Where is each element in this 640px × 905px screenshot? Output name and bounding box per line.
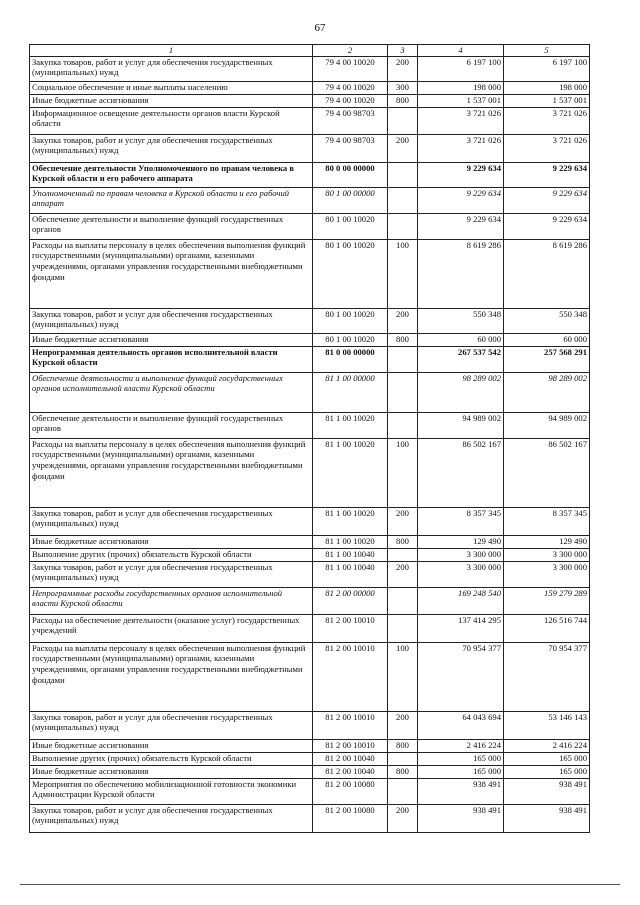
row-amount-1-cell: 3 300 000 <box>418 561 504 587</box>
row-vr-cell <box>388 372 418 412</box>
row-name-cell: Выполнение других (прочих) обязательств Курской области <box>30 752 313 765</box>
table-row <box>30 333 590 346</box>
row-code-cell: 80 1 00 10020 <box>313 333 388 346</box>
row-amount-1-cell: 60 000 <box>418 333 504 346</box>
row-code-cell: 81 2 00 10010 <box>313 642 388 711</box>
table-row <box>30 739 590 752</box>
table-row <box>30 752 590 765</box>
row-name-cell: Закупка товаров, работ и услуг для обеспечения государственных (муниципальных) нужд <box>30 711 313 739</box>
row-name-cell: Иные бюджетные ассигнования <box>30 333 313 346</box>
row-amount-2-cell: 1 537 001 <box>504 94 590 107</box>
row-amount-2-cell: 159 279 289 <box>504 587 590 614</box>
row-amount-2-cell: 3 721 026 <box>504 107 590 134</box>
table-row <box>30 308 590 333</box>
row-name-cell: Иные бюджетные ассигнования <box>30 765 313 778</box>
row-amount-2-cell: 53 146 143 <box>504 711 590 739</box>
row-amount-2-cell: 9 229 634 <box>504 187 590 213</box>
row-amount-1-cell: 8 619 286 <box>418 239 504 308</box>
row-vr-cell: 200 <box>388 711 418 739</box>
row-name-cell: Закупка товаров, работ и услуг для обеспечения государственных (муниципальных) нужд <box>30 561 313 587</box>
row-vr-cell: 800 <box>388 739 418 752</box>
row-vr-cell <box>388 107 418 134</box>
row-code-cell: 79 4 00 98703 <box>313 107 388 134</box>
row-amount-1-cell: 550 348 <box>418 308 504 333</box>
table-row <box>30 134 590 162</box>
page-number: 67 <box>314 22 326 34</box>
row-code-cell: 81 2 00 10040 <box>313 752 388 765</box>
table-row <box>30 587 590 614</box>
row-code-cell: 81 1 00 10020 <box>313 507 388 535</box>
row-name-cell: Закупка товаров, работ и услуг для обеспечения государственных (муниципальных) нужд <box>30 308 313 333</box>
row-name-cell: Закупка товаров, работ и услуг для обеспечения государственных (муниципальных) нужд <box>30 507 313 535</box>
row-amount-2-cell: 70 954 377 <box>504 642 590 711</box>
row-amount-2-cell: 165 000 <box>504 752 590 765</box>
row-vr-cell: 200 <box>388 804 418 832</box>
table-row <box>30 412 590 438</box>
row-name-cell: Непрограммные расходы государственных органов исполнительной власти Курской области <box>30 587 313 614</box>
row-vr-cell <box>388 162 418 187</box>
row-amount-1-cell: 3 721 026 <box>418 107 504 134</box>
table-row <box>30 187 590 213</box>
row-amount-2-cell: 198 000 <box>504 81 590 94</box>
row-amount-2-cell: 94 989 002 <box>504 412 590 438</box>
row-name-cell: Расходы на выплаты персоналу в целях обеспечения выполнения функций государственными (муниципальными) органами, казенными учреждениями, органами управления государственными внебюджетными фондами <box>30 642 313 711</box>
row-vr-cell <box>388 587 418 614</box>
row-amount-2-cell: 129 490 <box>504 535 590 548</box>
row-code-cell: 81 1 00 10020 <box>313 438 388 507</box>
row-name-cell: Обеспечение деятельности и выполнение функций государственных органов <box>30 213 313 239</box>
row-amount-1-cell: 3 300 000 <box>418 548 504 561</box>
table-row <box>30 213 590 239</box>
row-amount-1-cell: 98 289 002 <box>418 372 504 412</box>
row-code-cell: 79 4 00 98703 <box>313 134 388 162</box>
row-amount-2-cell: 2 416 224 <box>504 739 590 752</box>
row-amount-1-cell: 8 357 345 <box>418 507 504 535</box>
row-code-cell: 81 2 00 10080 <box>313 778 388 804</box>
header-cell-amount-2: 5 <box>504 45 590 57</box>
table-row <box>30 804 590 832</box>
row-amount-2-cell: 8 619 286 <box>504 239 590 308</box>
row-vr-cell <box>388 752 418 765</box>
bottom-rule <box>20 884 620 885</box>
header-cell-vr: 3 <box>388 45 418 57</box>
row-vr-cell: 200 <box>388 561 418 587</box>
row-name-cell: Социальное обеспечение и иные выплаты населению <box>30 81 313 94</box>
row-amount-2-cell: 8 357 345 <box>504 507 590 535</box>
row-vr-cell <box>388 346 418 372</box>
row-amount-1-cell: 64 043 694 <box>418 711 504 739</box>
row-code-cell: 81 2 00 00000 <box>313 587 388 614</box>
table-row <box>30 162 590 187</box>
table-row <box>30 372 590 412</box>
table-row <box>30 642 590 711</box>
row-name-cell: Иные бюджетные ассигнования <box>30 739 313 752</box>
row-code-cell: 81 2 00 10010 <box>313 614 388 642</box>
table-row <box>30 94 590 107</box>
table-row <box>30 56 590 81</box>
row-name-cell: Мероприятия по обеспечению мобилизационной готовности экономики Администрации Курской области <box>30 778 313 804</box>
row-amount-2-cell: 938 491 <box>504 804 590 832</box>
row-name-cell: Иные бюджетные ассигнования <box>30 94 313 107</box>
row-vr-cell: 200 <box>388 134 418 162</box>
row-vr-cell <box>388 614 418 642</box>
row-vr-cell: 300 <box>388 81 418 94</box>
table-header-row <box>30 45 590 57</box>
table-row <box>30 711 590 739</box>
row-amount-1-cell: 198 000 <box>418 81 504 94</box>
row-amount-2-cell: 257 568 291 <box>504 346 590 372</box>
row-code-cell: 81 2 00 10040 <box>313 765 388 778</box>
row-amount-1-cell: 129 490 <box>418 535 504 548</box>
row-amount-1-cell: 9 229 634 <box>418 213 504 239</box>
row-code-cell: 81 2 00 10080 <box>313 804 388 832</box>
row-amount-1-cell: 938 491 <box>418 778 504 804</box>
row-amount-1-cell: 70 954 377 <box>418 642 504 711</box>
row-vr-cell <box>388 778 418 804</box>
row-name-cell: Закупка товаров, работ и услуг для обеспечения государственных (муниципальных) нужд <box>30 804 313 832</box>
row-vr-cell <box>388 187 418 213</box>
row-code-cell: 79 4 00 10020 <box>313 56 388 81</box>
row-code-cell: 81 1 00 00000 <box>313 372 388 412</box>
row-vr-cell: 800 <box>388 535 418 548</box>
row-vr-cell: 800 <box>388 94 418 107</box>
row-name-cell: Расходы на обеспечение деятельности (оказание услуг) государственных учреждений <box>30 614 313 642</box>
row-code-cell: 80 0 00 00000 <box>313 162 388 187</box>
row-vr-cell <box>388 548 418 561</box>
row-name-cell: Закупка товаров, работ и услуг для обеспечения государственных (муниципальных) нужд <box>30 134 313 162</box>
row-amount-2-cell: 6 197 100 <box>504 56 590 81</box>
row-vr-cell: 200 <box>388 507 418 535</box>
row-name-cell: Закупка товаров, работ и услуг для обеспечения государственных (муниципальных) нужд <box>30 56 313 81</box>
table-row <box>30 614 590 642</box>
table-row <box>30 438 590 507</box>
row-amount-2-cell: 9 229 634 <box>504 213 590 239</box>
row-amount-2-cell: 126 516 744 <box>504 614 590 642</box>
row-amount-2-cell: 98 289 002 <box>504 372 590 412</box>
row-vr-cell <box>388 213 418 239</box>
table-row <box>30 346 590 372</box>
row-amount-1-cell: 9 229 634 <box>418 162 504 187</box>
row-name-cell: Расходы на выплаты персоналу в целях обеспечения выполнения функций государственными (муниципальными) органами, казенными учреждениями, органами управления государственными внебюджетными фондами <box>30 239 313 308</box>
row-amount-2-cell: 3 300 000 <box>504 548 590 561</box>
row-code-cell: 81 2 00 10010 <box>313 739 388 752</box>
row-amount-1-cell: 2 416 224 <box>418 739 504 752</box>
row-amount-1-cell: 3 721 026 <box>418 134 504 162</box>
row-name-cell: Расходы на выплаты персоналу в целях обеспечения выполнения функций государственными (муниципальными) органами, казенными учреждениями, органами управления государственными внебюджетными фондами <box>30 438 313 507</box>
row-code-cell: 80 1 00 00000 <box>313 187 388 213</box>
row-amount-2-cell: 938 491 <box>504 778 590 804</box>
row-vr-cell: 200 <box>388 56 418 81</box>
row-amount-2-cell: 3 300 000 <box>504 561 590 587</box>
row-name-cell: Уполномоченный по правам человека в Курской области и его рабочий аппарат <box>30 187 313 213</box>
row-amount-2-cell: 3 721 026 <box>504 134 590 162</box>
row-name-cell: Выполнение других (прочих) обязательств Курской области <box>30 548 313 561</box>
row-amount-2-cell: 550 348 <box>504 308 590 333</box>
row-amount-1-cell: 165 000 <box>418 765 504 778</box>
header-cell-name: 1 <box>30 45 313 57</box>
row-name-cell: Обеспечение деятельности и выполнение функций государственных органов исполнительной власти Курской области <box>30 372 313 412</box>
row-code-cell: 81 0 00 00000 <box>313 346 388 372</box>
table-row <box>30 535 590 548</box>
table-row <box>30 81 590 94</box>
table-row <box>30 778 590 804</box>
row-amount-1-cell: 169 248 540 <box>418 587 504 614</box>
row-vr-cell: 800 <box>388 333 418 346</box>
row-code-cell: 81 2 00 10010 <box>313 711 388 739</box>
row-name-cell: Непрограммная деятельность органов исполнительной власти Курской области <box>30 346 313 372</box>
row-code-cell: 81 1 00 10040 <box>313 548 388 561</box>
row-amount-1-cell: 6 197 100 <box>418 56 504 81</box>
row-vr-cell: 100 <box>388 239 418 308</box>
header-cell-amount-1: 4 <box>418 45 504 57</box>
table-row <box>30 107 590 134</box>
row-name-cell: Информационное освещение деятельности органов власти Курской области <box>30 107 313 134</box>
header-cell-code: 2 <box>313 45 388 57</box>
row-code-cell: 81 1 00 10040 <box>313 561 388 587</box>
row-amount-2-cell: 9 229 634 <box>504 162 590 187</box>
row-vr-cell: 100 <box>388 438 418 507</box>
row-amount-1-cell: 9 229 634 <box>418 187 504 213</box>
budget-table <box>29 44 590 833</box>
row-code-cell: 79 4 00 10020 <box>313 94 388 107</box>
row-name-cell: Обеспечение деятельности и выполнение функций государственных органов <box>30 412 313 438</box>
table-row <box>30 548 590 561</box>
row-code-cell: 80 1 00 10020 <box>313 239 388 308</box>
row-amount-1-cell: 1 537 001 <box>418 94 504 107</box>
row-name-cell: Обеспечение деятельности Уполномоченного по правам человека в Курской области и его рабочего аппарата <box>30 162 313 187</box>
table-row <box>30 765 590 778</box>
row-amount-2-cell: 86 502 167 <box>504 438 590 507</box>
row-vr-cell: 100 <box>388 642 418 711</box>
table-body <box>30 45 590 833</box>
row-amount-1-cell: 94 989 002 <box>418 412 504 438</box>
table-row <box>30 507 590 535</box>
row-amount-2-cell: 60 000 <box>504 333 590 346</box>
row-code-cell: 81 1 00 10020 <box>313 535 388 548</box>
row-amount-1-cell: 165 000 <box>418 752 504 765</box>
row-amount-1-cell: 938 491 <box>418 804 504 832</box>
row-amount-1-cell: 86 502 167 <box>418 438 504 507</box>
row-code-cell: 80 1 00 10020 <box>313 308 388 333</box>
row-code-cell: 80 1 00 10020 <box>313 213 388 239</box>
table-row <box>30 239 590 308</box>
row-amount-2-cell: 165 000 <box>504 765 590 778</box>
row-name-cell: Иные бюджетные ассигнования <box>30 535 313 548</box>
row-amount-1-cell: 137 414 295 <box>418 614 504 642</box>
row-code-cell: 81 1 00 10020 <box>313 412 388 438</box>
row-amount-1-cell: 267 537 542 <box>418 346 504 372</box>
row-code-cell: 79 4 00 10020 <box>313 81 388 94</box>
row-vr-cell <box>388 412 418 438</box>
table-row <box>30 561 590 587</box>
row-vr-cell: 200 <box>388 308 418 333</box>
row-vr-cell: 800 <box>388 765 418 778</box>
